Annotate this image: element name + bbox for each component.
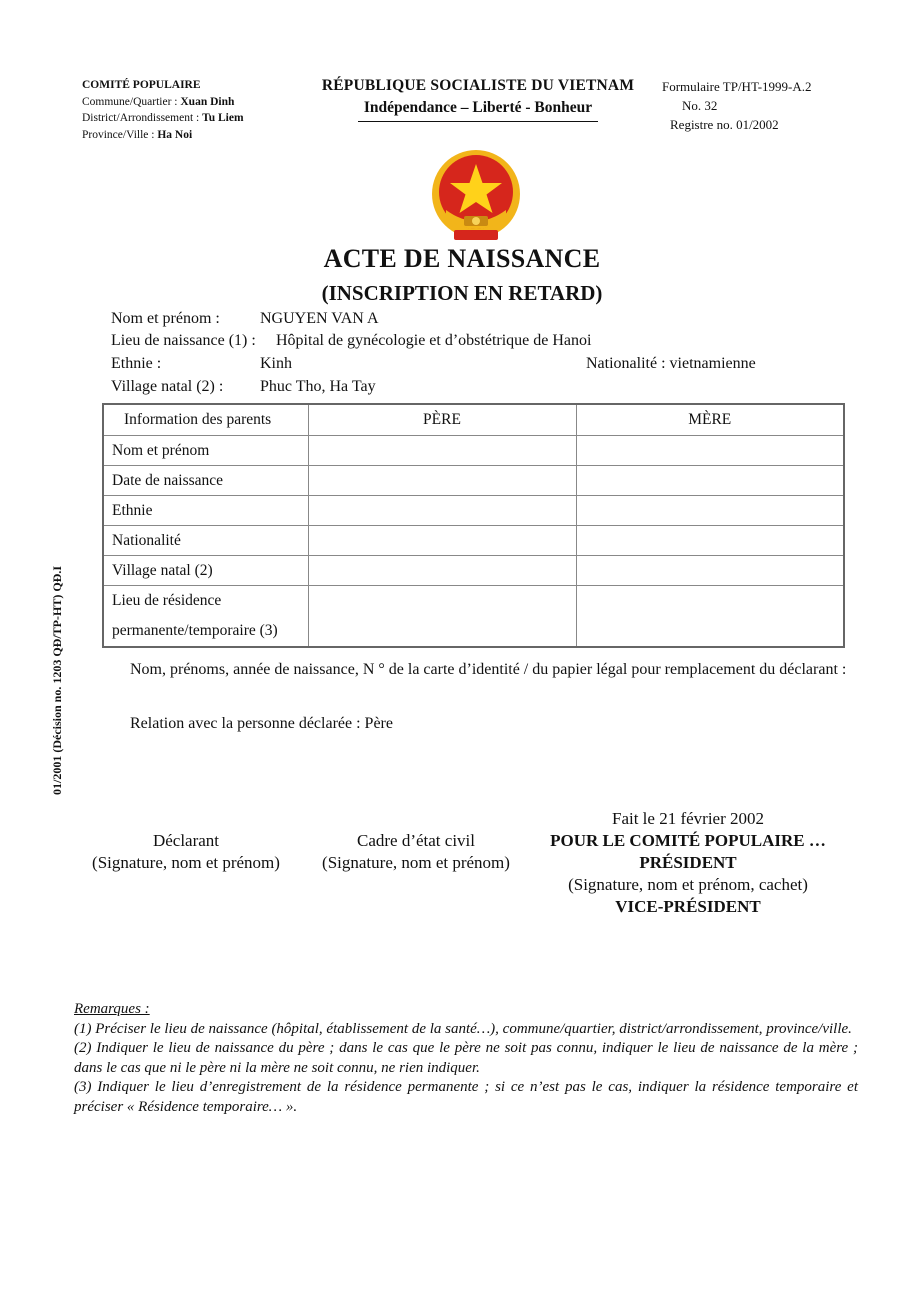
province-line (82, 127, 244, 144)
village-label: Village natal (2) : (111, 378, 224, 395)
name-label: Nom et prénom : (111, 310, 220, 327)
table-row (103, 526, 844, 556)
table-row (103, 466, 844, 496)
signature-date: Fait le 21 février 2002 (611, 809, 764, 828)
mother-cell[interactable] (576, 436, 844, 466)
committee-line: POUR LE COMITÉ POPULAIRE … (550, 831, 826, 850)
president-title: PRÉSIDENT (639, 853, 737, 872)
row-label: Ethnie (103, 496, 308, 526)
mother-cell[interactable] (576, 556, 844, 586)
row-label-line: Lieu de résidence (112, 592, 222, 609)
father-cell[interactable] (308, 556, 576, 586)
form-number: No. 32 (682, 98, 718, 113)
district-line (82, 110, 244, 127)
parents-table (102, 403, 845, 648)
declarant-sub: (Signature, nom et prénom) (92, 853, 280, 872)
table-row (103, 436, 844, 466)
commune-label: Commune/Quartier : (82, 95, 181, 108)
remark-item: (1) Préciser le lieu de naissance (hôpital, établissement de la santé…), commune/quartier, district/arrondissement, province/ville. (74, 1020, 852, 1037)
side-reference: 01/2001 (Décision no. 1203 QĐ/TP-HT) QĐ.I (50, 565, 64, 795)
nationality-text: Nationalité : vietnamienne (586, 355, 756, 372)
officer-signature-block (310, 830, 522, 874)
header-info: Information des parents (103, 404, 308, 436)
province-value: Ha Noi (157, 128, 193, 141)
header-divider (358, 121, 598, 122)
form-reference (662, 77, 812, 134)
committee-title: COMITÉ POPULAIRE (82, 79, 201, 91)
republic-header (300, 77, 656, 122)
province-label: Province/Ville : (82, 128, 158, 141)
ethnie-value: Kinh (260, 355, 292, 372)
president-sub: (Signature, nom et prénom, cachet) (568, 875, 808, 894)
village-value: Phuc Tho, Ha Tay (260, 378, 376, 395)
republic-name: RÉPUBLIQUE SOCIALISTE DU VIETNAM (321, 77, 635, 94)
relation-line: Relation avec la personne déclarée : Père (130, 715, 393, 732)
header-mother: MÈRE (576, 404, 844, 436)
mother-cell[interactable] (576, 526, 844, 556)
ethnie-label: Ethnie : (111, 355, 162, 372)
republic-motto: Indépendance – Liberté - Bonheur (363, 99, 593, 116)
row-label: Nationalité (103, 526, 308, 556)
row-label: Village natal (2) (103, 556, 308, 586)
birthplace-value: Hôpital de gynécologie et d’obstétrique de Hanoi (276, 332, 592, 349)
remark-item: (2) Indiquer le lieu de naissance du père ; dans le cas que le père ne soit pas connu, indiquer le lieu de naissance de la mère ; dans le cas que ni le père ni la mère ne soit connu, ne rien indiquer. (74, 1040, 858, 1076)
national-emblem-icon (428, 150, 524, 244)
declarant-signature-block (80, 830, 292, 874)
father-cell[interactable] (308, 496, 576, 526)
committee-header (82, 77, 244, 143)
father-cell[interactable] (308, 526, 576, 556)
declarant-paragraph: Nom, prénoms, année de naissance, N ° de la carte d’identité / du papier légal pour remplacement du déclarant : (130, 661, 847, 678)
mother-cell[interactable] (576, 496, 844, 526)
father-cell[interactable] (308, 586, 576, 648)
officer-sub: (Signature, nom et prénom) (322, 853, 510, 872)
remark-item: (3) Indiquer le lieu d’enregistrement de la résidence permanente ; si ce n’est pas le cas, indiquer la résidence temporaire et préciser « Résidence temporaire… ». (74, 1079, 858, 1115)
table-header-row (103, 404, 844, 436)
document-subtitle: (INSCRIPTION EN RETARD) (321, 281, 603, 305)
document-title: ACTE DE NAISSANCE (323, 244, 601, 273)
row-label-line: permanente/temporaire (3) (112, 622, 278, 639)
officer-title: Cadre d’état civil (356, 831, 475, 850)
father-cell[interactable] (308, 466, 576, 496)
district-value: Tu Liem (202, 112, 244, 124)
table-row (103, 556, 844, 586)
birthplace-label: Lieu de naissance (1) : (111, 332, 256, 349)
table-row (103, 496, 844, 526)
row-label: Nom et prénom (103, 436, 308, 466)
row-label (103, 586, 308, 648)
registry-number: Registre no. 01/2002 (670, 117, 779, 132)
mother-cell[interactable] (576, 586, 844, 648)
header-father: PÈRE (308, 404, 576, 436)
row-label: Date de naissance (103, 466, 308, 496)
remarks-section (74, 1000, 858, 1117)
mother-cell[interactable] (576, 466, 844, 496)
declarant-title: Déclarant (152, 831, 220, 850)
commune-line (82, 94, 244, 111)
name-value: NGUYEN VAN A (260, 310, 379, 327)
district-label: District/Arrondissement : (82, 112, 203, 124)
commune-value: Xuan Dinh (180, 95, 235, 108)
form-code: Formulaire TP/HT-1999-A.2 (662, 79, 812, 94)
vice-president-title: VICE-PRÉSIDENT (615, 897, 761, 916)
table-row (103, 586, 844, 648)
committee-signature-block (528, 808, 848, 918)
father-cell[interactable] (308, 436, 576, 466)
remarks-heading: Remarques : (74, 1001, 150, 1017)
